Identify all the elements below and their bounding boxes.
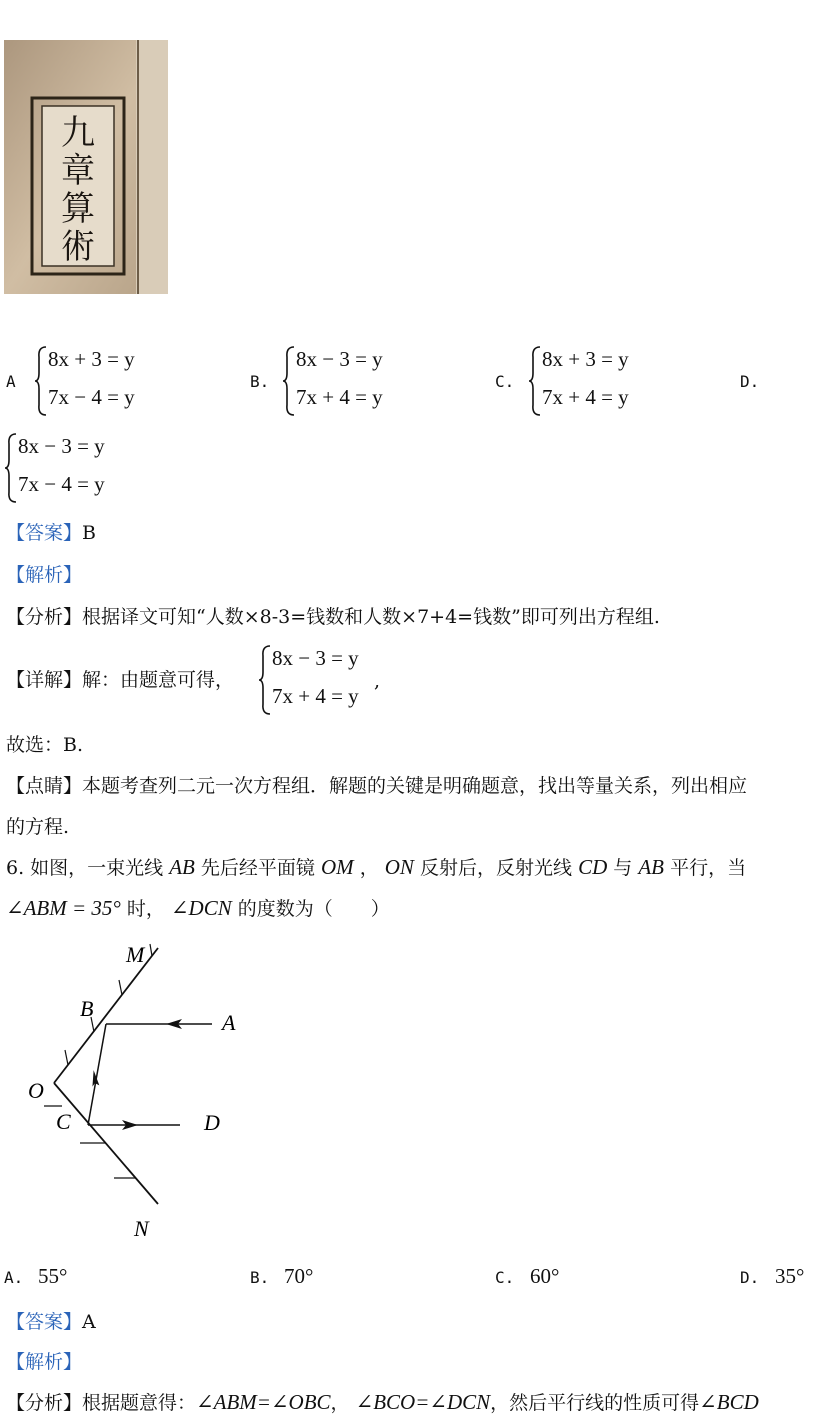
ray-bc [88,1024,106,1125]
label-b: B [80,996,94,1021]
fenxi-text: ， [330,1392,350,1414]
label-m: M [126,942,145,967]
option-letter: D. [740,1268,760,1287]
math-angle-dcn: ∠DCN [170,896,232,920]
math-ab: AB [638,855,665,879]
option-value: 55° [38,1264,68,1288]
q5-xiangjie [6,665,234,692]
math-angle-abm-obc: ∠ABM=∠OBC [196,1390,331,1414]
q6-stem-line-1 [6,853,746,880]
q6-fenxi [6,1388,759,1415]
fenxi-text: ，然后平行线的性质可得 [490,1392,700,1414]
reflection-mirror-figure [22,940,262,1240]
q6-answer [6,1307,96,1334]
label-o: O [28,1078,44,1103]
equation-1: 8x − 3 = y [272,646,359,670]
math-angle-bco-dcn: ∠BCO=∠DCN [355,1390,491,1414]
xiangjie-text: 解：由题意可得， [82,669,235,691]
q5-dianjing [6,771,747,798]
stem-text: 平行，当 [670,857,747,879]
label-c: C [56,1109,71,1134]
book-title-char-2: 章 [61,151,95,191]
math-angle-bcd: ∠BCD [699,1390,759,1414]
option-value: 70° [284,1264,314,1288]
stem-text: 6. 如图，一束光线 [6,857,164,879]
stem-text: 的度数为（ ） [237,898,390,920]
left-brace-icon [282,345,296,417]
q6-stem-line-2 [6,894,390,921]
fenxi-text: 根据译文可知“人数×8-3=钱数和人数×7+4=钱数”即可列出方程组. [82,606,660,628]
option-letter: C. [495,372,515,391]
q5-fenxi [6,602,660,629]
equation-2: 7x + 4 = y [296,385,383,409]
book-title-char-3: 算 [61,189,95,229]
option-letter: A. [4,1268,24,1287]
answer-tag: 【答案】 [6,522,83,544]
fenxi-tag: 【分析】 [6,606,83,628]
option-letter: A [6,372,16,391]
equation-2: 7x + 4 = y [542,385,629,409]
dianjing-text-1: 本题考查列二元一次方程组．解题的关键是明确题意，找出等量关系，列出相应 [82,775,748,797]
equation-2: 7x − 4 = y [18,472,105,496]
answer-tag: 【答案】 [6,1311,83,1333]
math-om: OM [320,855,354,879]
option-value: 35° [775,1264,805,1288]
stem-text: 先后经平面镜 [200,857,315,879]
equation-1: 8x + 3 = y [48,347,135,371]
equation-1: 8x − 3 = y [18,434,105,458]
equation-1: 8x + 3 = y [542,347,629,371]
book-title-char-1: 九 [61,113,95,153]
mirror-om [54,948,158,1083]
left-brace-icon [4,432,18,504]
stem-text: ， [359,857,379,879]
equation-1: 8x − 3 = y [296,347,383,371]
left-brace-icon [258,644,272,716]
equation-2: 7x − 4 = y [48,385,135,409]
left-brace-icon [528,345,542,417]
answer-value: A [82,1311,96,1333]
dianjing-tag: 【点睛】 [6,775,83,797]
label-a: A [222,1010,236,1035]
left-brace-icon [34,345,48,417]
book-title-char-4: 術 [61,227,95,267]
equation-2: 7x + 4 = y [272,684,359,708]
math-on: ON [384,855,414,879]
fenxi-text: 根据题意得： [82,1392,197,1414]
label-d: D [204,1110,220,1135]
option-letter: B. [250,372,270,391]
q5-dianjing-line-2: 的方程. [6,816,70,838]
option-letter: D. [740,372,760,391]
stem-text: 时， [126,898,165,920]
option-letter: B. [250,1268,270,1287]
stem-text: 反射后，反射光线 [420,857,573,879]
fenxi-tag: 【分析】 [6,1392,83,1414]
math-cd: CD [578,855,608,879]
xiangjie-tag: 【详解】 [6,669,83,691]
label-n: N [134,1216,149,1240]
trailing-comma: , [374,670,381,692]
answer-value: B [82,522,96,544]
q6-analysis-tag: 【解析】 [6,1351,83,1373]
q5-answer [6,518,96,545]
q5-choose: 故选：B. [6,734,84,756]
math-angle-abm: ∠ABM = 35° [6,896,121,920]
stem-text: 与 [613,857,633,879]
q5-analysis-tag: 【解析】 [6,564,83,586]
math-ab: AB [169,855,195,879]
option-value: 60° [530,1264,560,1288]
option-letter: C. [495,1268,515,1287]
jiuzhang-suanshu-book-image [4,40,168,294]
